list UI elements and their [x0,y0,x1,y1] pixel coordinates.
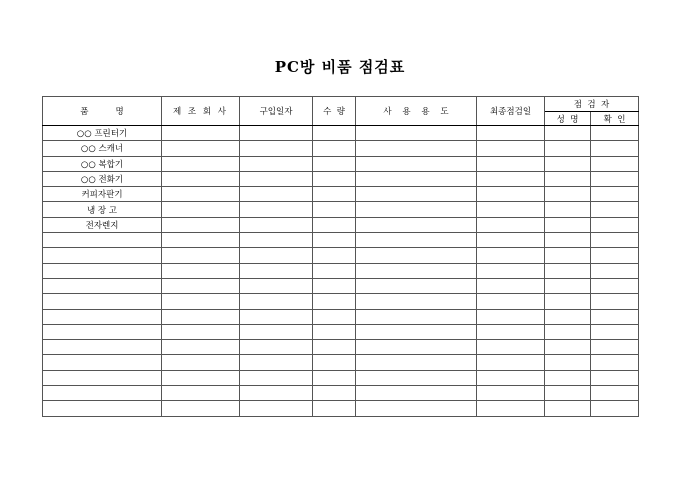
cell-last-check [477,294,545,309]
cell-item [43,340,162,355]
cell-usage [356,263,477,278]
cell-maker [162,401,240,416]
cell-quantity [313,340,356,355]
table-row [43,126,639,141]
cell-item [43,263,162,278]
cell-maker [162,355,240,370]
table-row [43,340,639,355]
header-maker: 제 조 회 사 [162,97,240,126]
table-row [43,263,639,278]
cell-purchase-date [240,141,313,156]
cell-quantity [313,171,356,186]
cell-purchase-date [240,202,313,217]
cell-quantity [313,126,356,141]
header-inspector-name: 성 명 [545,112,591,126]
cell-maker [162,278,240,293]
header-usage: 사 용 용 도 [356,97,477,126]
cell-last-check [477,386,545,401]
cell-usage [356,187,477,202]
cell-confirm [591,248,639,263]
cell-name [545,233,591,248]
table-row [43,386,639,401]
cell-maker [162,156,240,171]
cell-name [545,324,591,339]
cell-maker [162,386,240,401]
cell-maker [162,370,240,385]
cell-purchase-date [240,324,313,339]
cell-quantity [313,233,356,248]
cell-purchase-date [240,187,313,202]
cell-confirm [591,141,639,156]
table-row [43,141,639,156]
cell-usage [356,217,477,232]
cell-last-check [477,233,545,248]
cell-quantity [313,187,356,202]
cell-confirm [591,263,639,278]
cell-last-check [477,126,545,141]
cell-name [545,126,591,141]
cell-item: 커피자판기 [43,187,162,202]
cell-quantity [313,294,356,309]
cell-maker [162,263,240,278]
cell-maker [162,202,240,217]
cell-last-check [477,309,545,324]
cell-confirm [591,355,639,370]
cell-last-check [477,217,545,232]
cell-item [43,386,162,401]
cell-usage [356,340,477,355]
cell-confirm [591,126,639,141]
cell-name [545,202,591,217]
cell-usage [356,386,477,401]
cell-usage [356,126,477,141]
table-row [43,294,639,309]
cell-last-check [477,263,545,278]
cell-last-check [477,278,545,293]
cell-maker [162,233,240,248]
cell-confirm [591,401,639,416]
cell-confirm [591,340,639,355]
cell-purchase-date [240,278,313,293]
table-row [43,401,639,416]
cell-last-check [477,324,545,339]
cell-name [545,217,591,232]
cell-purchase-date [240,263,313,278]
cell-last-check [477,370,545,385]
cell-purchase-date [240,386,313,401]
cell-maker [162,171,240,186]
cell-purchase-date [240,233,313,248]
cell-quantity [313,141,356,156]
cell-confirm [591,217,639,232]
cell-item [43,294,162,309]
header-last-check: 최종점검일 [477,97,545,126]
cell-last-check [477,248,545,263]
cell-name [545,355,591,370]
cell-item: ○○ 복합기 [43,156,162,171]
cell-name [545,248,591,263]
cell-purchase-date [240,370,313,385]
cell-usage [356,141,477,156]
cell-last-check [477,171,545,186]
cell-confirm [591,278,639,293]
cell-usage [356,324,477,339]
cell-usage [356,156,477,171]
cell-quantity [313,217,356,232]
table-row [43,202,639,217]
cell-name [545,278,591,293]
cell-name [545,386,591,401]
cell-quantity [313,278,356,293]
cell-name [545,294,591,309]
header-inspector-confirm: 확 인 [591,112,639,126]
cell-confirm [591,309,639,324]
cell-quantity [313,202,356,217]
header-quantity: 수 량 [313,97,356,126]
header-purchase-date: 구입일자 [240,97,313,126]
cell-item: 냉 장 고 [43,202,162,217]
cell-maker [162,324,240,339]
cell-item [43,233,162,248]
table-row [43,156,639,171]
cell-purchase-date [240,294,313,309]
cell-item: 전자렌지 [43,217,162,232]
page-title: PC방 비품 점검표 [274,58,406,76]
cell-quantity [313,386,356,401]
cell-quantity [313,324,356,339]
cell-quantity [313,355,356,370]
header-inspector: 점 검 자 [545,97,639,112]
cell-quantity [313,401,356,416]
cell-name [545,141,591,156]
cell-last-check [477,401,545,416]
cell-usage [356,248,477,263]
cell-item [43,248,162,263]
cell-name [545,171,591,186]
table-row [43,309,639,324]
cell-purchase-date [240,401,313,416]
cell-purchase-date [240,217,313,232]
cell-item [43,370,162,385]
cell-item [43,355,162,370]
cell-last-check [477,202,545,217]
cell-last-check [477,187,545,202]
table-row [43,370,639,385]
cell-name [545,187,591,202]
cell-usage [356,355,477,370]
table-row [43,324,639,339]
cell-usage [356,278,477,293]
cell-purchase-date [240,355,313,370]
cell-quantity [313,248,356,263]
cell-usage [356,401,477,416]
table-row [43,171,639,186]
table-row [43,355,639,370]
cell-confirm [591,370,639,385]
cell-name [545,156,591,171]
cell-maker [162,141,240,156]
cell-purchase-date [240,156,313,171]
cell-maker [162,248,240,263]
table-row [43,248,639,263]
cell-confirm [591,171,639,186]
cell-item [43,309,162,324]
cell-last-check [477,141,545,156]
cell-quantity [313,263,356,278]
cell-name [545,401,591,416]
cell-quantity [313,309,356,324]
cell-item: ○○ 스캐너 [43,141,162,156]
cell-maker [162,187,240,202]
cell-purchase-date [240,171,313,186]
cell-usage [356,309,477,324]
cell-last-check [477,156,545,171]
cell-item [43,278,162,293]
cell-confirm [591,156,639,171]
cell-item [43,324,162,339]
cell-confirm [591,187,639,202]
cell-maker [162,217,240,232]
cell-purchase-date [240,340,313,355]
cell-usage [356,370,477,385]
cell-usage [356,202,477,217]
table-row [43,233,639,248]
cell-purchase-date [240,126,313,141]
cell-confirm [591,233,639,248]
inspection-table [42,96,639,417]
cell-maker [162,309,240,324]
cell-name [545,340,591,355]
table-row [43,187,639,202]
header-item: 품 명 [43,97,162,126]
cell-item: ○○ 프린터기 [43,126,162,141]
cell-name [545,370,591,385]
cell-item [43,401,162,416]
cell-name [545,263,591,278]
cell-confirm [591,386,639,401]
cell-usage [356,294,477,309]
cell-maker [162,340,240,355]
cell-name [545,309,591,324]
cell-item: ○○ 전화기 [43,171,162,186]
cell-usage [356,171,477,186]
cell-confirm [591,202,639,217]
cell-maker [162,126,240,141]
cell-maker [162,294,240,309]
cell-last-check [477,355,545,370]
cell-usage [356,233,477,248]
cell-confirm [591,294,639,309]
table-row [43,217,639,232]
table-row [43,278,639,293]
cell-last-check [477,340,545,355]
cell-purchase-date [240,309,313,324]
cell-confirm [591,324,639,339]
cell-quantity [313,156,356,171]
cell-purchase-date [240,248,313,263]
cell-quantity [313,370,356,385]
